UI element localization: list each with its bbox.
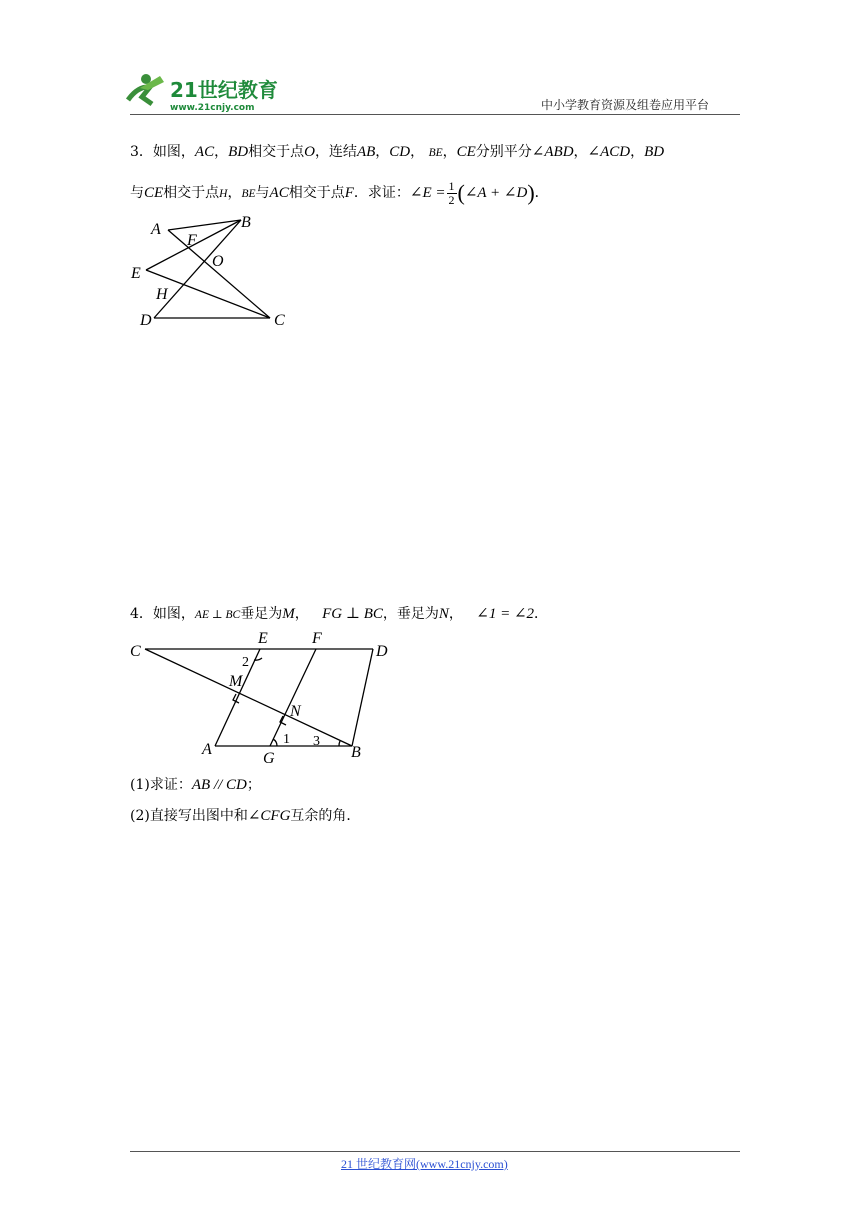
q3-label-O: O [212,253,224,270]
q4-part-2: (2)直接写出图中和∠CFG互余的角． [130,808,361,824]
q4-angle-2: 2 [242,655,249,670]
q3-label-F: F [187,232,197,249]
q3-label-D: D [140,312,152,329]
q4-angle-3: 3 [313,734,320,749]
q3-line-2: 与CE相交于点H，BE与AC相交于点F．求证：∠E = $\frac{1}{2}$ (∠A + ∠D)． [130,178,549,207]
logo-text: 21世纪教育 [170,78,278,102]
q4-label-E: E [258,630,268,647]
q4-line-1: 4．如图，AE ⊥ BC垂足为M， FG ⊥ BC，垂足为N， ∠1 = ∠2． [130,606,549,622]
q4-label-C: C [130,643,141,660]
q3-label-B: B [241,214,251,231]
logo-sub: www.21cnjy.com [170,103,255,113]
footer-link[interactable]: 21 世纪教育网(www.21cnjy.com) [341,1157,508,1171]
q4-label-M: M [229,673,243,690]
fraction-half: $\frac{1}{2}$ [448,178,455,207]
q4-part-1: (1)求证：AB // CD； [130,777,261,793]
q3-label-H: H [156,286,168,303]
q4-label-N: N [290,703,301,720]
footer-divider [130,1151,740,1152]
q4-angle-1: 1 [283,732,290,747]
q3-label-C: C [274,312,285,329]
q4-label-G: G [263,750,275,767]
q3-label-A: A [151,221,161,238]
q3-label-E: E [131,265,141,282]
q3-line-1: 3．如图，AC，BD相交于点O，连结AB，CD， BE，CE分别平分∠ABD，∠ACD，BD [130,144,665,160]
q4-label-A: A [202,741,212,758]
header-platform-text: 中小学教育资源及组卷应用平台 [541,98,710,112]
q4-label-B: B [351,744,361,761]
q4-label-D: D [376,643,388,660]
q4-label-F: F [312,630,322,647]
